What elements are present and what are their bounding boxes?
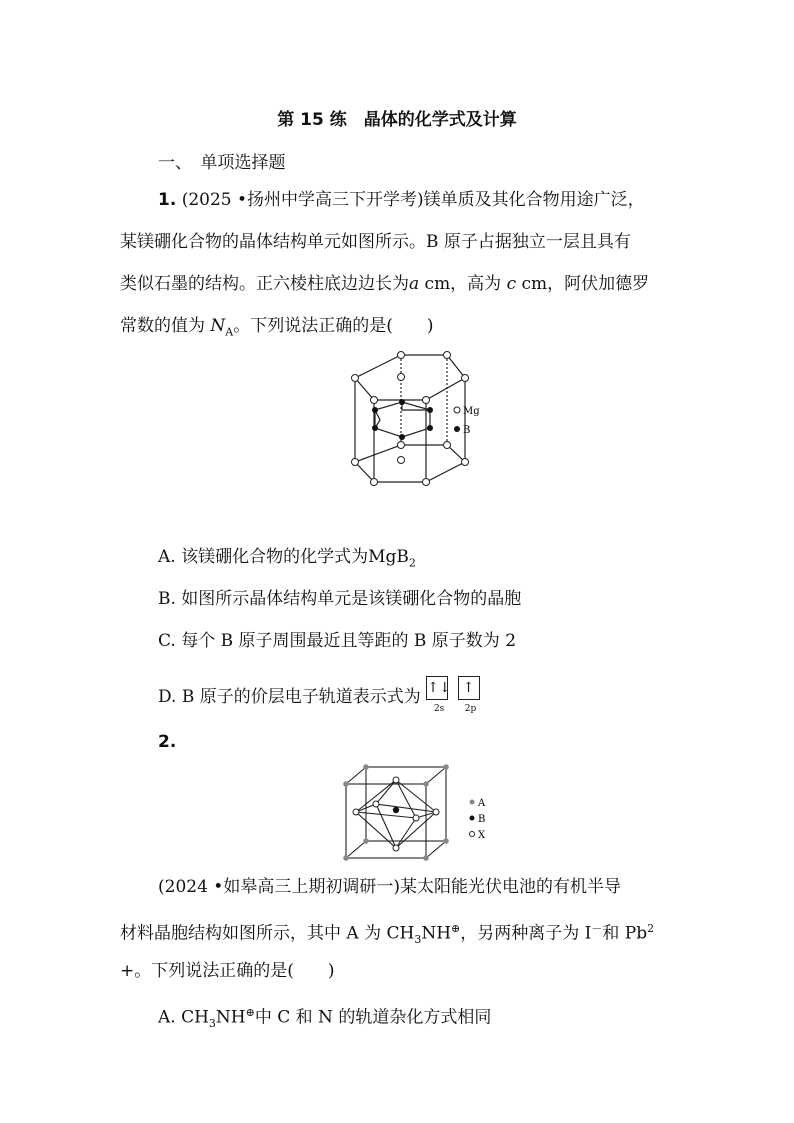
- q1-option-c[interactable]: C. 每个 B 原子周围最近且等距的 B 原子数为 2: [158, 631, 517, 651]
- legend-mg: Mg: [463, 406, 480, 417]
- q1-line4: 常数的值为 $N_A$。下列说法正确的是( ): [120, 316, 434, 339]
- legend-b: B: [463, 425, 471, 436]
- q1-option-b[interactable]: B. 如图所示晶体结构单元是该镁硼化合物的晶胞: [158, 589, 522, 609]
- legend-x: X: [478, 830, 486, 841]
- q2-line2: 材料晶胞结构如图所示，其中 A 为 $CH_3NH^\oplus$，另两种离子为 I－和 Pb$^2$: [120, 922, 655, 947]
- q2-line3: +。下列说法正确的是( ): [120, 961, 335, 981]
- legend-b2: B: [478, 814, 486, 825]
- q2-option-a[interactable]: A. $CH_3NH^\oplus$中 C 和 N 的轨道杂化方式相同: [158, 1006, 492, 1031]
- q1-line2: 某镁硼化合物的晶体结构单元如图所示。B 原子占据独立一层且具有: [120, 232, 631, 252]
- orbital-2p: ↑ 2p: [458, 670, 484, 714]
- q1-line3: 类似石墨的结构。正六棱柱底边边长为a cm，高为 c cm，阿伏加德罗: [120, 274, 650, 294]
- legend-a: A: [478, 798, 486, 809]
- q1-option-a[interactable]: A. 该镁硼化合物的化学式为MgB$_2$: [158, 547, 416, 570]
- q1-number: 1.: [158, 190, 177, 210]
- q2-line1: (2024 •如皋高三上期初调研一)某太阳能光伏电池的有机半导: [158, 877, 621, 897]
- q1-line1: 1. (2025 •扬州中学高三下开学考)镁单质及其化合物用途广泛，: [158, 190, 645, 210]
- page-title: 第 15 练 晶体的化学式及计算: [277, 110, 517, 130]
- orbital-2s: ↑↓ 2s: [426, 670, 452, 714]
- section-heading: 一、 单项选择题: [158, 153, 286, 173]
- perovskite-cell-figure: [340, 762, 500, 862]
- mgb2-hexagonal-prism-figure: [340, 340, 500, 500]
- q2-number: 2.: [158, 732, 177, 752]
- q1-option-d[interactable]: D. B 原子的价层电子轨道表示式为 ↑↓ 2s ↑ 2p: [158, 670, 484, 714]
